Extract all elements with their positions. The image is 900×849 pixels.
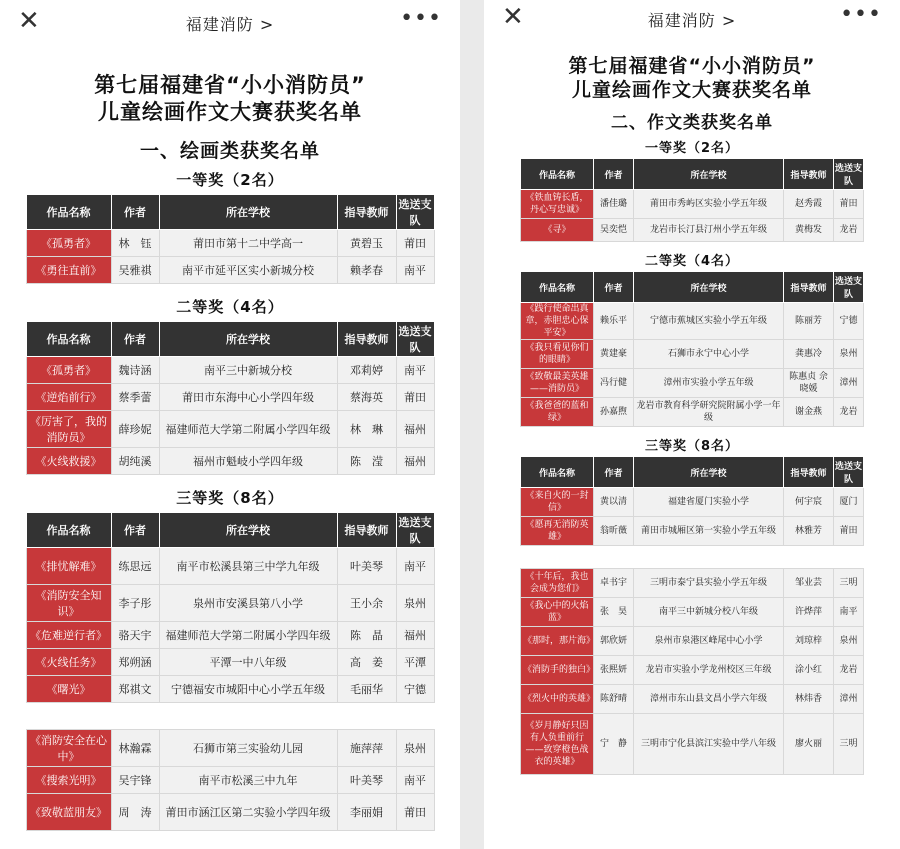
work-title-cell: 《铁血铸长盾，丹心写忠诚》 [521, 190, 594, 219]
author-cell: 林 钰 [111, 230, 159, 257]
teacher-cell: 刘琼梓 [784, 627, 834, 656]
work-title-cell: 《烈火中的英雄》 [521, 685, 594, 714]
school-cell: 南平市松溪三中九年 [159, 767, 337, 794]
table-row [26, 448, 434, 475]
right-article-pane [484, 0, 900, 849]
column-header: 作品名称 [26, 322, 111, 357]
author-cell: 骆天宇 [111, 622, 159, 649]
account-title-link[interactable]: 福建消防 > [185, 15, 275, 34]
school-cell: 福建师范大学第二附属小学四年级 [159, 411, 337, 448]
table-row [26, 548, 434, 585]
tier-title: 三等奖（8名） [176, 489, 284, 507]
author-cell: 李子彤 [111, 585, 159, 622]
table-header-row [521, 159, 864, 190]
work-title-cell: 《曙光》 [26, 676, 111, 703]
work-title-cell: 《岁月静好只因有人负重前行——致穿橙色战衣的英雄》 [521, 714, 594, 775]
brigade-cell: 莆田 [834, 190, 864, 219]
more-icon[interactable]: ••• [840, 2, 882, 27]
brigade-cell: 南平 [396, 357, 434, 384]
brigade-cell: 莆田 [396, 794, 434, 831]
column-header: 作品名称 [521, 272, 594, 303]
work-title-cell: 《消防安全在心中》 [26, 730, 111, 767]
column-header: 选送支队 [396, 195, 434, 230]
row-gap [521, 546, 864, 569]
work-title-cell: 《愿再无消防英雄》 [521, 517, 594, 546]
brigade-cell: 宁德 [396, 676, 434, 703]
column-header: 所在学校 [159, 195, 337, 230]
teacher-cell: 高 姜 [337, 649, 396, 676]
author-cell: 练思远 [111, 548, 159, 585]
brigade-cell: 三明 [834, 714, 864, 775]
table-header-row [26, 322, 434, 357]
teacher-cell: 黄梅发 [784, 219, 834, 242]
school-cell: 南平市松溪县第三中学九年级 [159, 548, 337, 585]
column-header: 作品名称 [521, 457, 594, 488]
school-cell: 莆田市东海中心小学四年级 [159, 384, 337, 411]
author-cell: 郑祺文 [111, 676, 159, 703]
table-row [26, 230, 434, 257]
brigade-cell: 厦门 [834, 488, 864, 517]
brigade-cell: 龙岩 [834, 219, 864, 242]
teacher-cell: 王小余 [337, 585, 396, 622]
work-title-cell: 《搜索光明》 [26, 767, 111, 794]
table-row [26, 357, 434, 384]
school-cell: 漳州市实验小学五年级 [634, 369, 784, 398]
teacher-cell: 林雅芳 [784, 517, 834, 546]
school-cell: 福州市魁岐小学四年级 [159, 448, 337, 475]
close-icon[interactable]: ✕ [18, 6, 40, 36]
column-header: 所在学校 [634, 272, 784, 303]
table-row [521, 303, 864, 340]
document-title [484, 54, 900, 102]
table-header-row [521, 272, 864, 303]
work-title-cell: 《我爸爸的蓝和绿》 [521, 398, 594, 427]
teacher-cell: 谢金燕 [784, 398, 834, 427]
author-cell: 翁昕薇 [594, 517, 634, 546]
teacher-cell: 叶美琴 [337, 767, 396, 794]
more-icon[interactable]: ••• [400, 6, 442, 31]
author-cell: 蔡季蕾 [111, 384, 159, 411]
table-row [521, 569, 864, 598]
author-cell: 张熙妍 [594, 656, 634, 685]
school-cell: 南平三中新城分校 [159, 357, 337, 384]
column-header: 所在学校 [159, 322, 337, 357]
school-cell: 福建师范大学第二附属小学四年级 [159, 622, 337, 649]
teacher-cell: 林炜香 [784, 685, 834, 714]
table-header-row [26, 195, 434, 230]
school-cell: 石狮市永宁中心小学 [634, 340, 784, 369]
document-title-line: 儿童绘画作文大赛获奖名单 [98, 100, 362, 124]
table-row [521, 369, 864, 398]
author-cell: 赖乐平 [594, 303, 634, 340]
column-header: 指导教师 [337, 513, 396, 548]
work-title-cell: 《致敬蓝朋友》 [26, 794, 111, 831]
table-row [521, 714, 864, 775]
table-row [521, 517, 864, 546]
tier-title: 二等奖（4名） [644, 254, 740, 269]
school-cell: 南平市延平区实小新城分校 [159, 257, 337, 284]
brigade-cell: 龙岩 [834, 398, 864, 427]
work-title-cell: 《我心中的火焰蓝》 [521, 598, 594, 627]
tier-title: 一等奖（2名） [176, 171, 284, 189]
close-icon[interactable]: ✕ [502, 2, 524, 32]
work-title-cell: 《消防手的独白》 [521, 656, 594, 685]
brigade-cell: 莆田 [396, 230, 434, 257]
teacher-cell: 黄碧玉 [337, 230, 396, 257]
brigade-cell: 三明 [834, 569, 864, 598]
table-row [26, 767, 434, 794]
column-header: 作者 [594, 272, 634, 303]
work-title-cell: 《来自火的一封信》 [521, 488, 594, 517]
document-title-line: 儿童绘画作文大赛获奖名单 [571, 79, 812, 101]
table-header-row [521, 457, 864, 488]
brigade-cell: 福州 [396, 622, 434, 649]
school-cell: 莆田市第十二中学高一 [159, 230, 337, 257]
brigade-cell: 南平 [834, 598, 864, 627]
work-title-cell: 《那时，那片海》 [521, 627, 594, 656]
author-cell: 吴宇锋 [111, 767, 159, 794]
teacher-cell: 廖火丽 [784, 714, 834, 775]
table-row [521, 627, 864, 656]
brigade-cell: 南平 [396, 767, 434, 794]
table-row [26, 384, 434, 411]
top-bar [0, 0, 460, 46]
brigade-cell: 龙岩 [834, 656, 864, 685]
brigade-cell: 漳州 [834, 369, 864, 398]
table-row [521, 340, 864, 369]
work-title-cell: 《践行使命出真章，赤胆忠心保平安》 [521, 303, 594, 340]
table-row [26, 257, 434, 284]
table-row [521, 488, 864, 517]
table-row [521, 656, 864, 685]
work-title-cell: 《逆焰前行》 [26, 384, 111, 411]
work-title-cell: 《勇往直前》 [26, 257, 111, 284]
work-title-cell: 《火线救援》 [26, 448, 111, 475]
school-cell: 三明市宁化县滨江实验中学八年级 [634, 714, 784, 775]
table-row [26, 649, 434, 676]
brigade-cell: 泉州 [834, 627, 864, 656]
awards-table [520, 271, 864, 427]
author-cell: 周 涛 [111, 794, 159, 831]
teacher-cell: 陈 滢 [337, 448, 396, 475]
work-title-cell: 《孤勇者》 [26, 357, 111, 384]
school-cell: 龙岩市教育科学研究院附属小学一年级 [634, 398, 784, 427]
teacher-cell: 陈丽芳 [784, 303, 834, 340]
column-header: 选送支队 [834, 159, 864, 190]
author-cell: 林瀚霖 [111, 730, 159, 767]
school-cell: 泉州市安溪县第八小学 [159, 585, 337, 622]
column-header: 作者 [594, 457, 634, 488]
work-title-cell: 《火线任务》 [26, 649, 111, 676]
teacher-cell: 何宇宸 [784, 488, 834, 517]
table-row [26, 411, 434, 448]
brigade-cell: 莆田 [396, 384, 434, 411]
teacher-cell: 涂小红 [784, 656, 834, 685]
school-cell: 宁德福安市城阳中心小学五年级 [159, 676, 337, 703]
table-row [521, 190, 864, 219]
column-header: 指导教师 [337, 322, 396, 357]
table-row [521, 398, 864, 427]
work-title-cell: 《寻》 [521, 219, 594, 242]
section-title: 一、绘画类获奖名单 [139, 140, 320, 162]
brigade-cell: 宁德 [834, 303, 864, 340]
teacher-cell: 龚惠冷 [784, 340, 834, 369]
school-cell: 漳州市东山县文昌小学六年级 [634, 685, 784, 714]
brigade-cell: 南平 [396, 257, 434, 284]
column-header: 选送支队 [834, 272, 864, 303]
account-title-link[interactable]: 福建消防 > [647, 11, 737, 30]
column-header: 作品名称 [521, 159, 594, 190]
table-row [521, 598, 864, 627]
school-cell: 莆田市城厢区第一实验小学五年级 [634, 517, 784, 546]
author-cell: 潘佳璐 [594, 190, 634, 219]
teacher-cell: 叶美琴 [337, 548, 396, 585]
document-title-line: 第七届福建省“小小消防员” [568, 55, 816, 77]
teacher-cell: 邹业芸 [784, 569, 834, 598]
column-header: 作者 [111, 195, 159, 230]
awards-table [520, 158, 864, 242]
column-header: 指导教师 [784, 457, 834, 488]
brigade-cell: 平潭 [396, 649, 434, 676]
school-cell: 龙岩市实验小学龙州校区三年级 [634, 656, 784, 685]
table-row [26, 730, 434, 767]
teacher-cell: 林 琳 [337, 411, 396, 448]
author-cell: 卓书宇 [594, 569, 634, 598]
brigade-cell: 漳州 [834, 685, 864, 714]
teacher-cell: 陈 晶 [337, 622, 396, 649]
section-title: 二、作文类获奖名单 [611, 113, 773, 133]
column-header: 作者 [594, 159, 634, 190]
table-row [521, 685, 864, 714]
table-row [521, 219, 864, 242]
table-row [26, 676, 434, 703]
awards-table [26, 321, 435, 475]
column-header: 选送支队 [834, 457, 864, 488]
column-header: 选送支队 [396, 322, 434, 357]
table-row [26, 585, 434, 622]
column-header: 作品名称 [26, 195, 111, 230]
school-cell: 宁德市蕉城区实验小学五年级 [634, 303, 784, 340]
column-header: 指导教师 [337, 195, 396, 230]
author-cell: 吴奕恺 [594, 219, 634, 242]
school-cell: 莆田市涵江区第二实验小学四年级 [159, 794, 337, 831]
author-cell: 郑朔涵 [111, 649, 159, 676]
column-header: 作者 [111, 513, 159, 548]
work-title-cell: 《我只看见你们的眼睛》 [521, 340, 594, 369]
document-title [0, 72, 460, 126]
author-cell: 孙嘉煦 [594, 398, 634, 427]
brigade-cell: 福州 [396, 448, 434, 475]
table-row [26, 622, 434, 649]
awards-table [520, 456, 864, 775]
author-cell: 张 昊 [594, 598, 634, 627]
work-title-cell: 《消防安全知识》 [26, 585, 111, 622]
work-title-cell: 《厉害了，我的消防员》 [26, 411, 111, 448]
column-header: 指导教师 [784, 159, 834, 190]
awards-table [26, 512, 435, 831]
row-gap [26, 703, 434, 730]
work-title-cell: 《危难逆行者》 [26, 622, 111, 649]
author-cell: 郭欣妍 [594, 627, 634, 656]
author-cell: 吴雅祺 [111, 257, 159, 284]
teacher-cell: 赖孝春 [337, 257, 396, 284]
tier-title: 一等奖（2名） [644, 141, 740, 156]
column-header: 所在学校 [159, 513, 337, 548]
teacher-cell: 施萍萍 [337, 730, 396, 767]
teacher-cell: 毛丽华 [337, 676, 396, 703]
teacher-cell: 赵秀霞 [784, 190, 834, 219]
teacher-cell: 许烨萍 [784, 598, 834, 627]
column-header: 所在学校 [634, 159, 784, 190]
school-cell: 平潭一中八年级 [159, 649, 337, 676]
table-header-row [26, 513, 434, 548]
author-cell: 陈舒晴 [594, 685, 634, 714]
author-cell: 胡纯溪 [111, 448, 159, 475]
author-cell: 宁 静 [594, 714, 634, 775]
work-title-cell: 《致敬最美英雄——消防员》 [521, 369, 594, 398]
work-title-cell: 《十年后，我也会成为您们》 [521, 569, 594, 598]
document-title-line: 第七届福建省“小小消防员” [94, 73, 366, 97]
brigade-cell: 莆田 [834, 517, 864, 546]
column-header: 指导教师 [784, 272, 834, 303]
tier-title: 三等奖（8名） [644, 439, 740, 454]
top-bar [484, 0, 900, 36]
author-cell: 魏诗涵 [111, 357, 159, 384]
brigade-cell: 泉州 [396, 585, 434, 622]
school-cell: 莆田市秀屿区实验小学五年级 [634, 190, 784, 219]
column-header: 作者 [111, 322, 159, 357]
school-cell: 泉州市泉港区峰尾中心小学 [634, 627, 784, 656]
brigade-cell: 泉州 [834, 340, 864, 369]
school-cell: 石狮市第三实验幼儿园 [159, 730, 337, 767]
author-cell: 冯行健 [594, 369, 634, 398]
awards-table [26, 194, 435, 284]
column-header: 所在学校 [634, 457, 784, 488]
teacher-cell: 李丽娟 [337, 794, 396, 831]
column-header: 作品名称 [26, 513, 111, 548]
author-cell: 薛珍妮 [111, 411, 159, 448]
brigade-cell: 泉州 [396, 730, 434, 767]
author-cell: 黄建豪 [594, 340, 634, 369]
brigade-cell: 南平 [396, 548, 434, 585]
teacher-cell: 蔡海英 [337, 384, 396, 411]
teacher-cell: 陈惠贞 佘晓媛 [784, 369, 834, 398]
author-cell: 黄以清 [594, 488, 634, 517]
teacher-cell: 邓莉婷 [337, 357, 396, 384]
table-row [26, 794, 434, 831]
work-title-cell: 《排忧解难》 [26, 548, 111, 585]
work-title-cell: 《孤勇者》 [26, 230, 111, 257]
brigade-cell: 福州 [396, 411, 434, 448]
school-cell: 南平三中新城分校八年级 [634, 598, 784, 627]
column-header: 选送支队 [396, 513, 434, 548]
school-cell: 龙岩市长汀县汀州小学五年级 [634, 219, 784, 242]
tier-title: 二等奖（4名） [176, 298, 284, 316]
school-cell: 三明市泰宁县实验小学五年级 [634, 569, 784, 598]
school-cell: 福建省厦门实验小学 [634, 488, 784, 517]
